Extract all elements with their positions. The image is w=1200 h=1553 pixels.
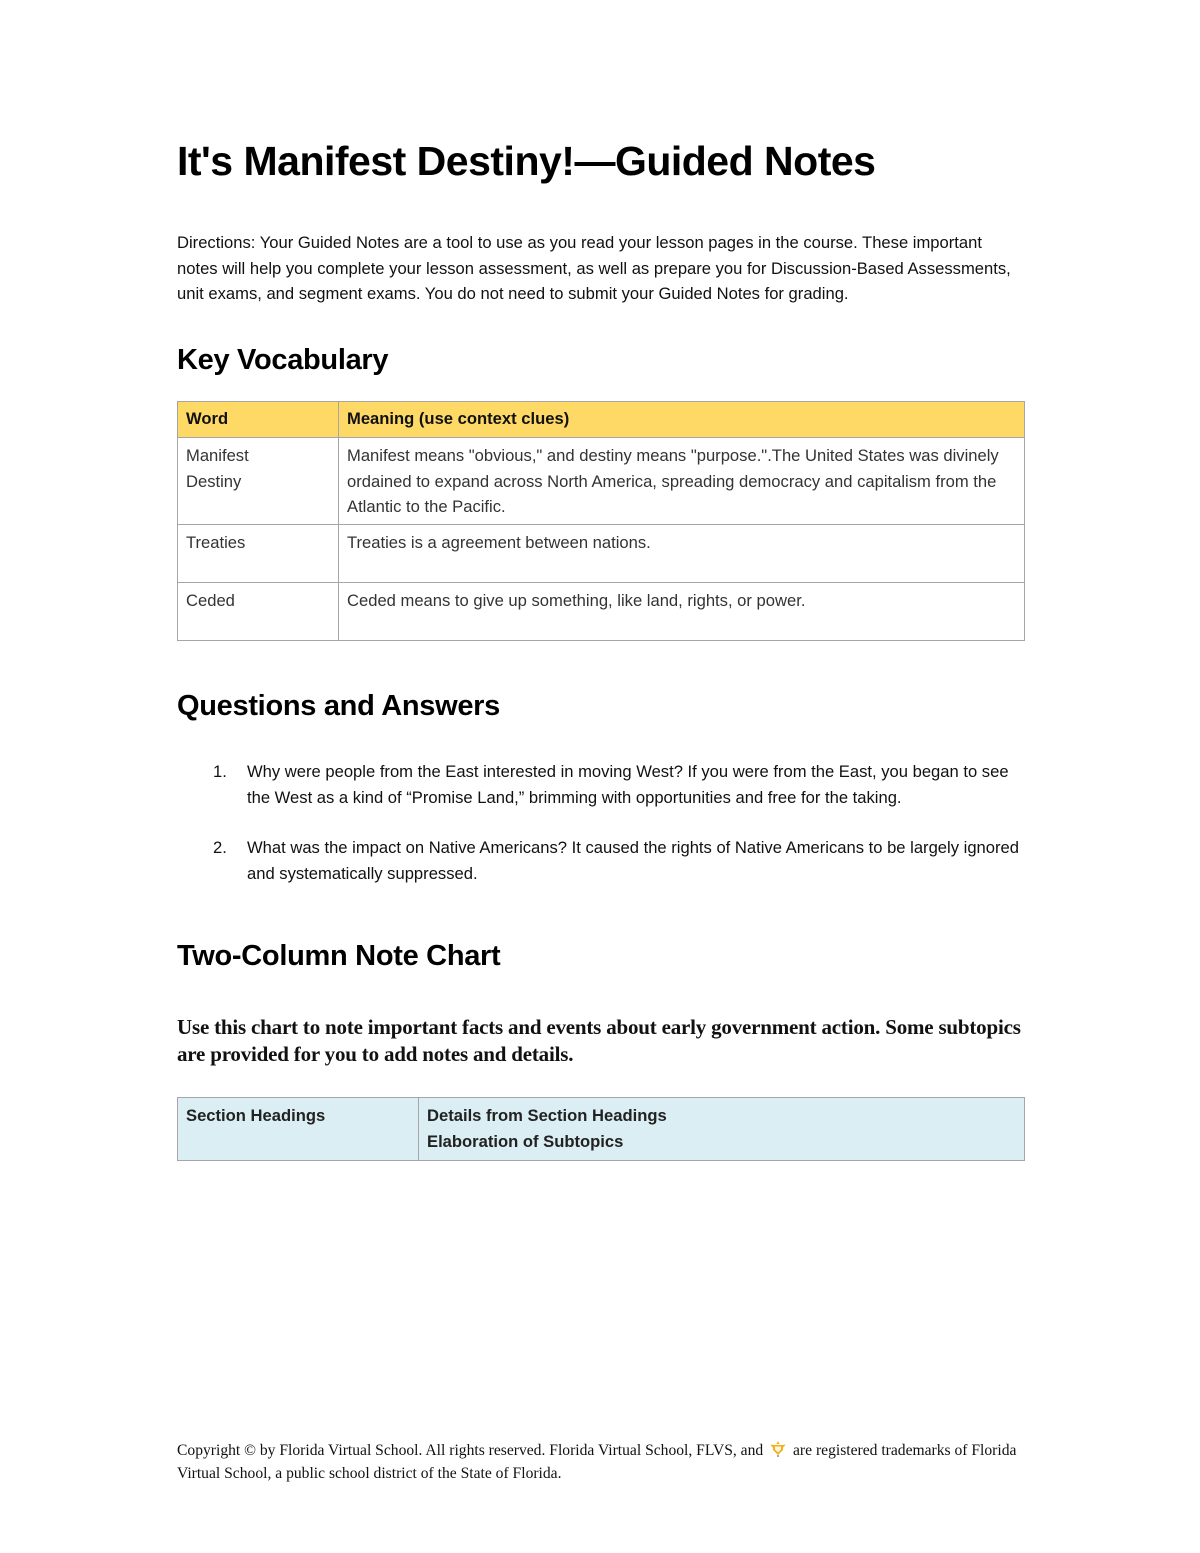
meaning-column-header: Meaning (use context clues) [339,402,1025,438]
vocab-meaning[interactable]: Ceded means to give up something, like land, rights, or power. [339,582,1025,640]
question-number: 1. [213,762,227,781]
questions-list [177,759,1027,911]
list-item[interactable] [177,759,1027,810]
flvs-sun-logo-icon [770,1441,786,1457]
vocab-meaning[interactable]: Manifest means "obvious," and destiny means "purpose.".The United States was divinely ordained to expand across North America, spreading democracy and capitalism from the Atlantic to the Pacific. [339,438,1025,525]
vocabulary-table [177,401,1025,641]
vocab-word: Manifest Destiny [178,438,339,525]
question-number: 2. [213,838,227,857]
copyright-text-end: are registered trademarks of Florida Virtual School, a public school district of the State of Florida. [177,1442,1017,1482]
vocab-word: Ceded [178,582,339,640]
table-row [178,582,1025,640]
word-column-header: Word [178,402,339,438]
details-header-line2: Elaboration of Subtopics [427,1131,624,1151]
directions-text: Directions: Your Guided Notes are a tool to use as you read your lesson pages in the course. These important notes will help you complete your lesson assessment, as well as prepare you for Discussion-Based Assessments, unit exams, and segment exams. You do not need to submit your Guided Notes for grading. [177,233,1011,303]
section-headings-column-header: Section Headings [178,1098,419,1161]
vocabulary-header-row [178,402,1025,438]
table-row [178,438,1025,525]
list-item[interactable] [177,835,1027,886]
vocab-word: Treaties [178,524,339,582]
note-chart-table [177,1097,1025,1161]
question-text: Why were people from the East interested in moving West? If you were from the East, you began to see the West as a kind of “Promise Land,” brimming with opportunities and free for the taking. [247,762,1009,807]
details-header-line1: Details from Section Headings [427,1106,667,1125]
copyright-footer [177,1439,1027,1485]
details-column-header [419,1098,1025,1161]
page-title: It's Manifest Destiny!—Guided Notes [177,138,876,184]
note-chart-heading: Two-Column Note Chart [177,940,501,972]
copyright-text-start: Copyright © by Florida Virtual School. All rights reserved. Florida Virtual School, FLVS, and [177,1442,764,1459]
question-text: What was the impact on Native Americans? It caused the rights of Native Americans to be largely ignored and systematically suppressed. [247,838,1019,883]
note-chart-header-row [178,1098,1025,1161]
table-row [178,524,1025,582]
key-vocabulary-heading: Key Vocabulary [177,344,389,376]
vocab-meaning[interactable]: Treaties is a agreement between nations. [339,524,1025,582]
note-chart-instruction: Use this chart to note important facts and events about early government action. Some subtopics are provided for you to add notes and details. [177,1015,1021,1066]
questions-answers-heading: Questions and Answers [177,690,500,722]
